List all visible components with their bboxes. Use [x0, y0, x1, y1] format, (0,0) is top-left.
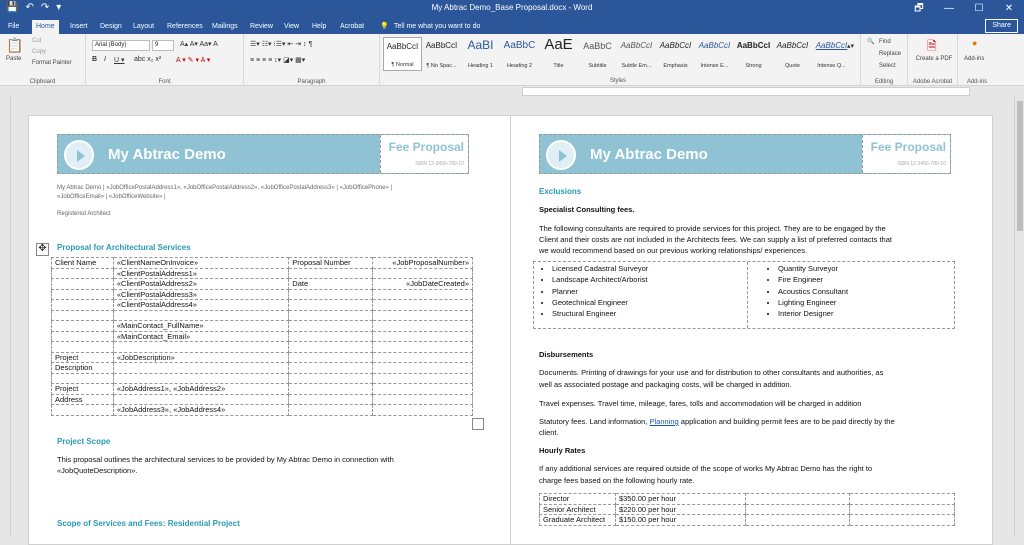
table-cell[interactable]: [373, 373, 473, 384]
underline-icon[interactable]: U ▾: [114, 57, 125, 64]
table-row: [52, 352, 473, 363]
style-emphasis[interactable]: [656, 37, 695, 71]
fee-box: [862, 135, 950, 173]
scope-text-2: «JobQuoteDescription».: [57, 466, 138, 475]
consultants-table[interactable]: [533, 261, 955, 329]
table-cell[interactable]: [52, 342, 114, 353]
style-preview: AaBbCcI: [386, 42, 419, 51]
table-cell[interactable]: [289, 300, 373, 311]
fee-box: [380, 135, 468, 173]
table-cell[interactable]: [850, 504, 955, 515]
style-preview: AaBbCcI: [620, 41, 653, 50]
table-cell[interactable]: Client Name: [52, 258, 114, 269]
style-preview: AaBbCcI: [425, 41, 458, 50]
play-logo-icon: [546, 140, 576, 170]
tab-mailings[interactable]: Mailings: [212, 23, 238, 30]
share-button[interactable]: Share: [985, 19, 1018, 33]
table-cell[interactable]: Project: [52, 352, 114, 363]
table-cell[interactable]: $220.00 per hour: [615, 504, 745, 515]
consultants-right-list: [762, 264, 848, 320]
style-name: Subtitle: [588, 63, 607, 69]
table-cell[interactable]: [373, 384, 473, 395]
close-button[interactable]: ✕: [1004, 3, 1014, 14]
list-item: • Lighting Engineer: [778, 298, 848, 309]
table-cell[interactable]: «JobProposalNumber»: [373, 258, 473, 269]
paragraph-group: [244, 34, 380, 86]
create-pdf-icon[interactable]: 🗎: [927, 39, 937, 53]
style-name: Intense E...: [700, 63, 729, 69]
font-color-icon[interactable]: A ▾ ✎ ▾ A ▾: [176, 57, 211, 64]
add-ins-icon[interactable]: ●: [972, 38, 978, 48]
table-cell[interactable]: [289, 331, 373, 342]
table-cell[interactable]: [289, 321, 373, 332]
bullets-icon[interactable]: ☰▾ ☷▾ ⁝☰▾ ⇤ ⇥ ↕ ¶: [250, 41, 313, 48]
horizontal-ruler[interactable]: [0, 86, 1024, 97]
table-row: [52, 384, 473, 395]
style-name: Strong: [745, 63, 762, 69]
font-label: Font: [158, 79, 171, 85]
table-cell[interactable]: [289, 394, 373, 405]
table-cell[interactable]: [289, 373, 373, 384]
travel-text: Travel expenses. Travel time, mileage, fares, tolls and accommodation will be charged in addition: [539, 399, 862, 408]
table-cell[interactable]: Senior Architect: [540, 504, 616, 515]
find-button[interactable]: Find: [879, 39, 891, 45]
exclusions-heading: Exclusions: [539, 187, 582, 196]
play-logo-icon: [64, 140, 94, 170]
proposal-heading: Proposal for Architectural Services: [57, 243, 191, 252]
tab-layout[interactable]: Layout: [133, 23, 155, 30]
table-cell[interactable]: «ClientPostalAddress3»: [113, 289, 288, 300]
table-row: [52, 258, 473, 269]
table-cell[interactable]: [373, 363, 473, 374]
styles-more-icon[interactable]: ▴▾: [847, 43, 855, 50]
table-cell[interactable]: «JobDateCreated»: [373, 279, 473, 290]
style-name: Title: [553, 63, 564, 69]
table-cell[interactable]: [289, 310, 373, 321]
tab-review[interactable]: Review: [250, 23, 273, 30]
ruler-bar: [522, 87, 970, 96]
paste-button[interactable]: Paste: [6, 56, 22, 62]
style-heading-2[interactable]: [500, 37, 539, 71]
select-button[interactable]: Select: [879, 63, 896, 69]
hourly-rates-table[interactable]: [539, 493, 955, 526]
document-page-1[interactable]: [28, 115, 511, 545]
window-title: My Abtrac Demo_Base Proposal.docx - Word: [431, 3, 593, 12]
copy-button[interactable]: Copy: [32, 49, 47, 55]
table-cell[interactable]: «ClientPostalAddress2»: [113, 279, 288, 290]
list-item: • Structural Engineer: [552, 309, 648, 320]
paragraph-label: Paragraph: [297, 79, 326, 85]
style-name: Subtle Em...: [621, 63, 652, 69]
list-item: • Geotechnical Engineer: [552, 298, 648, 309]
clipboard-label: Clipboard: [29, 79, 56, 85]
specialist-text-2: Client and their costs are not included in the Architects fees. We can supply a list of preferred contacts that: [539, 235, 892, 244]
styles-label: Styles: [609, 78, 627, 84]
table-cell[interactable]: Director: [540, 494, 616, 505]
table-cell[interactable]: [373, 342, 473, 353]
table-cell[interactable]: «MainContact_FullName»: [113, 321, 288, 332]
table-cell[interactable]: [289, 405, 373, 416]
table-row: [52, 310, 473, 321]
client-table[interactable]: [51, 257, 473, 416]
table-cell[interactable]: [113, 394, 288, 405]
table-cell[interactable]: [113, 342, 288, 353]
table-cell[interactable]: [289, 342, 373, 353]
replace-button[interactable]: Replace: [879, 51, 902, 57]
table-row: [52, 289, 473, 300]
table-row: [52, 405, 473, 416]
list-item: • Acoustics Consultant: [778, 287, 848, 298]
address-line-2: «JobOfficeEmail» | «JobOfficeWebsite» |: [57, 194, 166, 200]
fee-title: Fee Proposal: [388, 140, 464, 154]
table-cell[interactable]: $350.00 per hour: [615, 494, 745, 505]
minimize-button[interactable]: —: [944, 3, 954, 14]
document-page-2[interactable]: [510, 115, 993, 545]
table-cell[interactable]: [113, 363, 288, 374]
table-cell[interactable]: Description: [52, 363, 114, 374]
table-cell[interactable]: [52, 279, 114, 290]
style-preview: AaBbCcI: [776, 41, 809, 50]
consultants-left-list: [536, 264, 648, 320]
redo-icon[interactable]: ↷: [40, 2, 50, 13]
save-icon[interactable]: 💾: [6, 2, 19, 13]
tab-file[interactable]: File: [8, 23, 20, 30]
table-move-handle-icon[interactable]: ✥: [36, 243, 49, 256]
style-name: Emphasis: [663, 63, 688, 69]
table-cell[interactable]: [289, 268, 373, 279]
table-row: [52, 268, 473, 279]
table-row: [52, 331, 473, 342]
style-preview: AaBbCcI: [815, 41, 848, 50]
statutory-text-1: [539, 417, 895, 426]
registered-architect: Registered Architect: [57, 211, 111, 217]
list-item: • Fire Engineer: [778, 275, 848, 286]
font-size-select[interactable]: 9: [152, 40, 174, 51]
table-cell[interactable]: «JobDescription»: [113, 352, 288, 363]
font-name-select[interactable]: Arial (Body): [92, 40, 150, 51]
table-cell[interactable]: [850, 515, 955, 526]
undo-icon[interactable]: ↶: [25, 2, 34, 13]
editing-label: Editing: [874, 79, 894, 85]
table-cell[interactable]: Address: [52, 394, 114, 405]
maximize-button[interactable]: ☐: [974, 3, 984, 14]
style-preview: AaBbCcI: [736, 41, 771, 50]
table-cell[interactable]: [373, 321, 473, 332]
table-cell[interactable]: [289, 289, 373, 300]
table-cell[interactable]: [373, 268, 473, 279]
title-bar: [0, 0, 1024, 18]
list-item: • Landscape Architect/Arborist: [552, 275, 648, 286]
table-row: [540, 494, 955, 505]
tab-design[interactable]: Design: [100, 23, 122, 30]
table-cell[interactable]: «ClientPostalAddress4»: [113, 300, 288, 311]
table-cell[interactable]: [289, 363, 373, 374]
style-name: Heading 2: [506, 63, 533, 69]
table-cell[interactable]: [373, 394, 473, 405]
style-preview: AaBI: [467, 38, 494, 52]
statutory-pre: Statutory fees. Land information,: [539, 417, 650, 426]
hourly-text-1: If any additional services are required outside of the scope of works My Abtrac Demo has the right to: [539, 464, 873, 473]
style-preview: AaBbCcI: [698, 41, 731, 50]
specialist-text-1: The following consultants are required to provide services for this project. They are to be engaged by the: [539, 224, 886, 233]
style-name: Quote: [785, 63, 800, 69]
style-name: Heading 1: [467, 63, 494, 69]
find-icon[interactable]: 🔍: [867, 39, 875, 45]
style-no-spacing[interactable]: [422, 37, 461, 71]
table-row: [52, 321, 473, 332]
table-cell[interactable]: [289, 352, 373, 363]
vertical-ruler[interactable]: [0, 97, 11, 537]
create-pdf-button[interactable]: Create a PDF: [915, 56, 953, 62]
header-banner: [539, 134, 951, 174]
bold-icon[interactable]: B: [92, 56, 98, 63]
fee-subtitle: ISBN 12-3456-789-10: [415, 161, 464, 167]
style-subtitle[interactable]: [578, 37, 617, 71]
table-cell[interactable]: [52, 373, 114, 384]
tab-insert[interactable]: Insert: [70, 23, 88, 30]
disbursements-heading: Disbursements: [539, 350, 594, 359]
cut-button[interactable]: Cut: [32, 38, 42, 44]
tell-me-box[interactable]: Tell me what you want to do: [394, 23, 481, 30]
table-cell[interactable]: «JobAddress1», «JobAddress2»: [113, 384, 288, 395]
table-cell[interactable]: [113, 310, 288, 321]
list-item: • Licensed Cadastral Surveyor: [552, 264, 648, 275]
specialist-heading: Specialist Consulting fees.: [539, 205, 635, 214]
statutory-post: application and building permit fees are to be paid directly by the: [678, 417, 895, 426]
table-cell[interactable]: [289, 384, 373, 395]
style-name: ¶ Normal: [391, 62, 414, 68]
ribbon: [0, 34, 1024, 86]
style-strong[interactable]: [734, 37, 773, 71]
table-cell[interactable]: [373, 352, 473, 363]
style-preview: AaBbC: [503, 40, 536, 51]
tell-me-icon[interactable]: 💡: [380, 23, 389, 30]
table-row: [52, 300, 473, 311]
customize-qat-icon[interactable]: ▾: [56, 2, 62, 13]
style-preview: AaBbCcI: [659, 41, 692, 50]
table-row: [52, 373, 473, 384]
table-cell[interactable]: Date: [289, 279, 373, 290]
style-intense-quote[interactable]: [812, 37, 851, 71]
table-cell[interactable]: [52, 331, 114, 342]
table-cell[interactable]: [850, 494, 955, 505]
table-cell[interactable]: [373, 289, 473, 300]
scope-text-1: This proposal outlines the architectural services to be provided by My Abtrac Demo in connection with: [57, 455, 394, 464]
column-divider: [747, 262, 748, 328]
table-cell[interactable]: Graduate Architect: [540, 515, 616, 526]
ribbon-display-options-button[interactable]: 🗗: [914, 3, 924, 14]
table-cell[interactable]: [373, 405, 473, 416]
table-cell[interactable]: [52, 300, 114, 311]
statutory-text-2: client.: [539, 428, 559, 437]
list-item: • Interior Designer: [778, 309, 848, 320]
style-intense-emphasis[interactable]: [695, 37, 734, 71]
table-row: [52, 342, 473, 353]
table-cell[interactable]: «JobAddress3», «JobAddress4»: [113, 405, 288, 416]
table-cell[interactable]: [373, 310, 473, 321]
banner-title: My Abtrac Demo: [590, 146, 708, 163]
table-resize-handle[interactable]: [472, 418, 484, 430]
table-row: [540, 504, 955, 515]
table-cell[interactable]: [52, 321, 114, 332]
style-subtle-emphasis[interactable]: [617, 37, 656, 71]
tab-references[interactable]: References: [167, 23, 203, 30]
table-cell[interactable]: [373, 331, 473, 342]
header-banner: [57, 134, 469, 174]
table-cell[interactable]: [745, 494, 850, 505]
editing-group: [860, 34, 908, 86]
font-group: [86, 34, 244, 86]
tab-help[interactable]: Help: [312, 23, 327, 30]
table-cell[interactable]: «ClientPostalAddress1»: [113, 268, 288, 279]
addins-label: Add-ins: [966, 79, 988, 85]
table-cell[interactable]: [113, 373, 288, 384]
table-cell[interactable]: [52, 268, 114, 279]
table-cell[interactable]: [52, 289, 114, 300]
styles-gallery: [383, 37, 853, 71]
list-item: • Planner: [552, 287, 648, 298]
clipboard-group: [0, 34, 86, 86]
table-cell[interactable]: [745, 515, 850, 526]
table-cell[interactable]: «MainContact_Email»: [113, 331, 288, 342]
planning-link[interactable]: Planning: [649, 417, 679, 426]
table-cell[interactable]: [52, 310, 114, 321]
table-row: [52, 279, 473, 290]
banner-title: My Abtrac Demo: [108, 146, 226, 163]
adobe-label: Adobe Acrobat: [912, 79, 953, 85]
hourly-rates-heading: Hourly Rates: [539, 446, 586, 455]
style-name: Intense Q...: [817, 63, 846, 69]
table-row: [52, 394, 473, 405]
scroll-thumb[interactable]: [1017, 101, 1023, 231]
address-line-1: My Abtrac Demo | «JobOfficePostalAddress1», «JobOfficePostalAddress2», «JobOfficePostalAddress3» | «JobOfficePhone» |: [57, 185, 393, 191]
style-title[interactable]: [539, 37, 578, 71]
adobe-group: [908, 34, 958, 86]
style-normal[interactable]: [383, 37, 422, 71]
table-cell[interactable]: [745, 504, 850, 515]
table-cell[interactable]: [52, 405, 114, 416]
grow-font-icon[interactable]: A▴ A▾ Aa▾ A: [180, 41, 218, 48]
disbursements-text-1: Documents. Printing of drawings for your use and for distribution to other consultants and authorities, as: [539, 368, 884, 377]
paste-icon[interactable]: 📋: [6, 37, 24, 53]
table-row: [540, 515, 955, 526]
format-icons[interactable]: abc x₂ x²: [134, 56, 162, 63]
table-cell[interactable]: Proposal Number: [289, 258, 373, 269]
table-cell[interactable]: $150.00 per hour: [615, 515, 745, 526]
ribbon-tabs: [0, 18, 1024, 34]
format-painter-button[interactable]: Format Painter: [32, 60, 72, 66]
align-icons[interactable]: ≡ ≡ ≡ ≡ ↕▾ ◪▾ ▦▾: [250, 57, 306, 64]
services-heading: Scope of Services and Fees: Residential Project: [57, 519, 240, 528]
style-quote[interactable]: [773, 37, 812, 71]
vertical-scrollbar[interactable]: [1014, 97, 1024, 537]
project-scope-heading: Project Scope: [57, 437, 111, 446]
table-row: [52, 363, 473, 374]
style-name: ¶ No Spac...: [426, 63, 457, 69]
disbursements-text-2: well as associated postage and packaging costs, will be charged in addition.: [539, 380, 792, 389]
style-preview: AaE: [544, 36, 573, 53]
tab-home[interactable]: Home: [32, 20, 59, 34]
add-ins-button[interactable]: Add-ins: [964, 56, 985, 62]
tab-view[interactable]: View: [284, 23, 300, 30]
fee-subtitle: ISBN 12-3456-789-10: [897, 161, 946, 167]
specialist-text-3: we would recommend based on our previous working relationships/ experiences.: [539, 246, 808, 255]
table-cell[interactable]: «ClientNameOnInvoice»: [113, 258, 288, 269]
hourly-text-2: charge fees based on the following hourly rate.: [539, 476, 695, 485]
style-preview: AaBbC: [583, 41, 612, 51]
table-cell[interactable]: [373, 300, 473, 311]
table-cell[interactable]: Project: [52, 384, 114, 395]
fee-title: Fee Proposal: [870, 140, 946, 154]
italic-icon[interactable]: I: [104, 56, 106, 63]
tab-acrobat[interactable]: Acrobat: [340, 23, 365, 30]
style-heading-1[interactable]: [461, 37, 500, 71]
list-item: • Quantity Surveyor: [778, 264, 848, 275]
addins-group: [958, 34, 996, 86]
